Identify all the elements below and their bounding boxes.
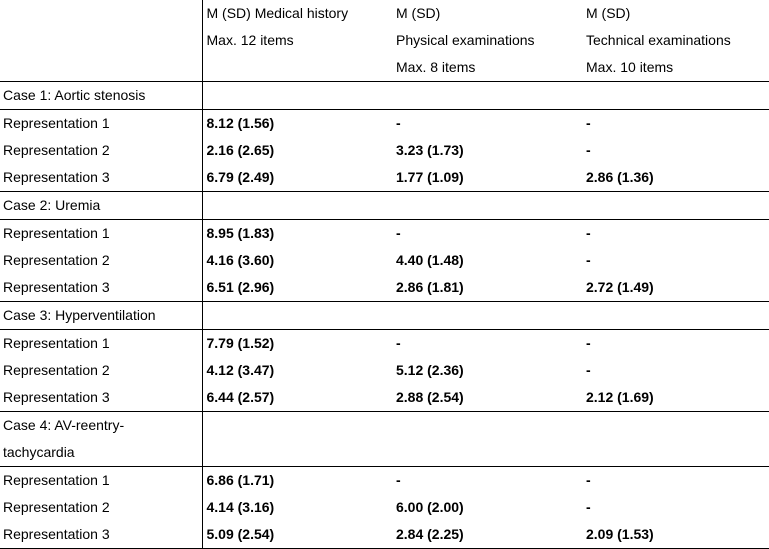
technical-exam-value: 2.12 (1.69) [586,389,654,405]
table-row [0,247,769,274]
medical-history-value: 6.44 (2.57) [202,384,392,412]
case-title-line: Case 4: AV-reentry- [3,417,125,433]
table-row [0,384,769,412]
case-empty-cell [392,192,582,220]
header-line: Technical examinations [586,32,731,48]
header-row [0,0,769,82]
physical-exam-value: 5.12 (2.36) [396,362,464,378]
technical-exam-value: - [586,225,591,241]
medical-history-value: 2.16 (2.65) [202,137,392,164]
physical-exam-value: 1.77 (1.09) [396,169,464,185]
technical-exam-value: 2.09 (1.53) [582,521,769,549]
table-row [0,494,769,521]
table-row [0,274,769,302]
physical-exam-value: - [396,472,401,488]
header-line: Max. 8 items [396,59,476,75]
case-title [0,302,202,330]
row-label: Representation 2 [3,362,110,378]
case-title [0,412,202,467]
row-label: Representation 2 [3,499,110,515]
physical-exam-value: 2.88 (2.54) [396,389,464,405]
header-line: Max. 10 items [586,59,674,75]
table-row [0,137,769,164]
medical-history-value: 6.79 (2.49) [202,164,392,192]
medical-history-value: 6.51 (2.96) [202,274,392,302]
case-title [0,82,202,110]
header-line: Physical examinations [396,32,535,48]
table-row [0,467,769,495]
row-label: Representation 3 [0,521,202,549]
case-title [0,192,202,220]
header-line: Max. 12 items [206,32,294,48]
case-row [0,302,769,330]
technical-exam-value: - [586,499,591,515]
technical-exam-value: 2.72 (1.49) [586,279,654,295]
header-empty-cell [0,0,202,82]
case-empty-cell [582,192,769,220]
medical-history-value: 4.14 (3.16) [202,494,392,521]
case-row [0,192,769,220]
technical-exam-value: - [586,472,591,488]
physical-exam-value: 2.84 (2.25) [392,521,582,549]
physical-exam-value: - [396,225,401,241]
table-row [0,164,769,192]
table-row [0,330,769,358]
row-label: Representation 2 [3,252,110,268]
header-physical-examinations [392,0,582,82]
technical-exam-value: 2.86 (1.36) [586,169,654,185]
row-label: Representation 1 [3,472,110,488]
header-medical-history [202,0,392,82]
physical-exam-value: 4.40 (1.48) [396,252,464,268]
row-label: Representation 3 [3,169,110,185]
row-label: Representation 1 [3,115,110,131]
row-label: Representation 1 [3,335,110,351]
medical-history-value: 6.86 (1.71) [202,467,392,495]
table-row [0,110,769,138]
case-empty-cell [392,412,582,467]
case-title-line: Case 2: Uremia [3,197,101,213]
row-label: Representation 2 [3,142,110,158]
case-empty-cell [582,412,769,467]
case-empty-cell [582,302,769,330]
physical-exam-value: 3.23 (1.73) [396,142,464,158]
header-line: M (SD) Medical history [206,5,349,21]
technical-exam-value: - [586,115,591,131]
case-empty-cell [202,302,392,330]
physical-exam-value: 2.86 (1.81) [396,279,464,295]
header-line: M (SD) [396,5,441,21]
case-empty-cell [392,302,582,330]
case-empty-cell [582,82,769,110]
physical-exam-value: 6.00 (2.00) [396,499,464,515]
header-technical-examinations [582,0,769,82]
case-title-line: Case 3: Hyperventilation [3,307,156,323]
table-row [0,357,769,384]
case-title-line: Case 1: Aortic stenosis [3,87,146,103]
case-empty-cell [202,412,392,467]
medical-history-value: 4.12 (3.47) [202,357,392,384]
medical-history-value: 4.16 (3.60) [202,247,392,274]
row-label: Representation 1 [3,225,110,241]
medical-history-value: 8.12 (1.56) [202,110,392,138]
row-label: Representation 3 [3,389,110,405]
table-row [0,220,769,248]
case-empty-cell [202,82,392,110]
case-title-line: tachycardia [3,444,75,460]
medical-history-value: 5.09 (2.54) [202,521,392,549]
case-row [0,82,769,110]
medical-history-value: 7.79 (1.52) [202,330,392,358]
row-label: Representation 3 [3,279,110,295]
technical-exam-value: - [586,252,591,268]
header-line: M (SD) [586,5,631,21]
technical-exam-value: - [586,142,591,158]
physical-exam-value: - [396,335,401,351]
case-empty-cell [202,192,392,220]
case-row [0,412,769,467]
table-row [0,521,769,549]
medical-history-value: 8.95 (1.83) [202,220,392,248]
technical-exam-value: - [586,362,591,378]
case-empty-cell [392,82,582,110]
physical-exam-value: - [396,115,401,131]
technical-exam-value: - [586,335,591,351]
